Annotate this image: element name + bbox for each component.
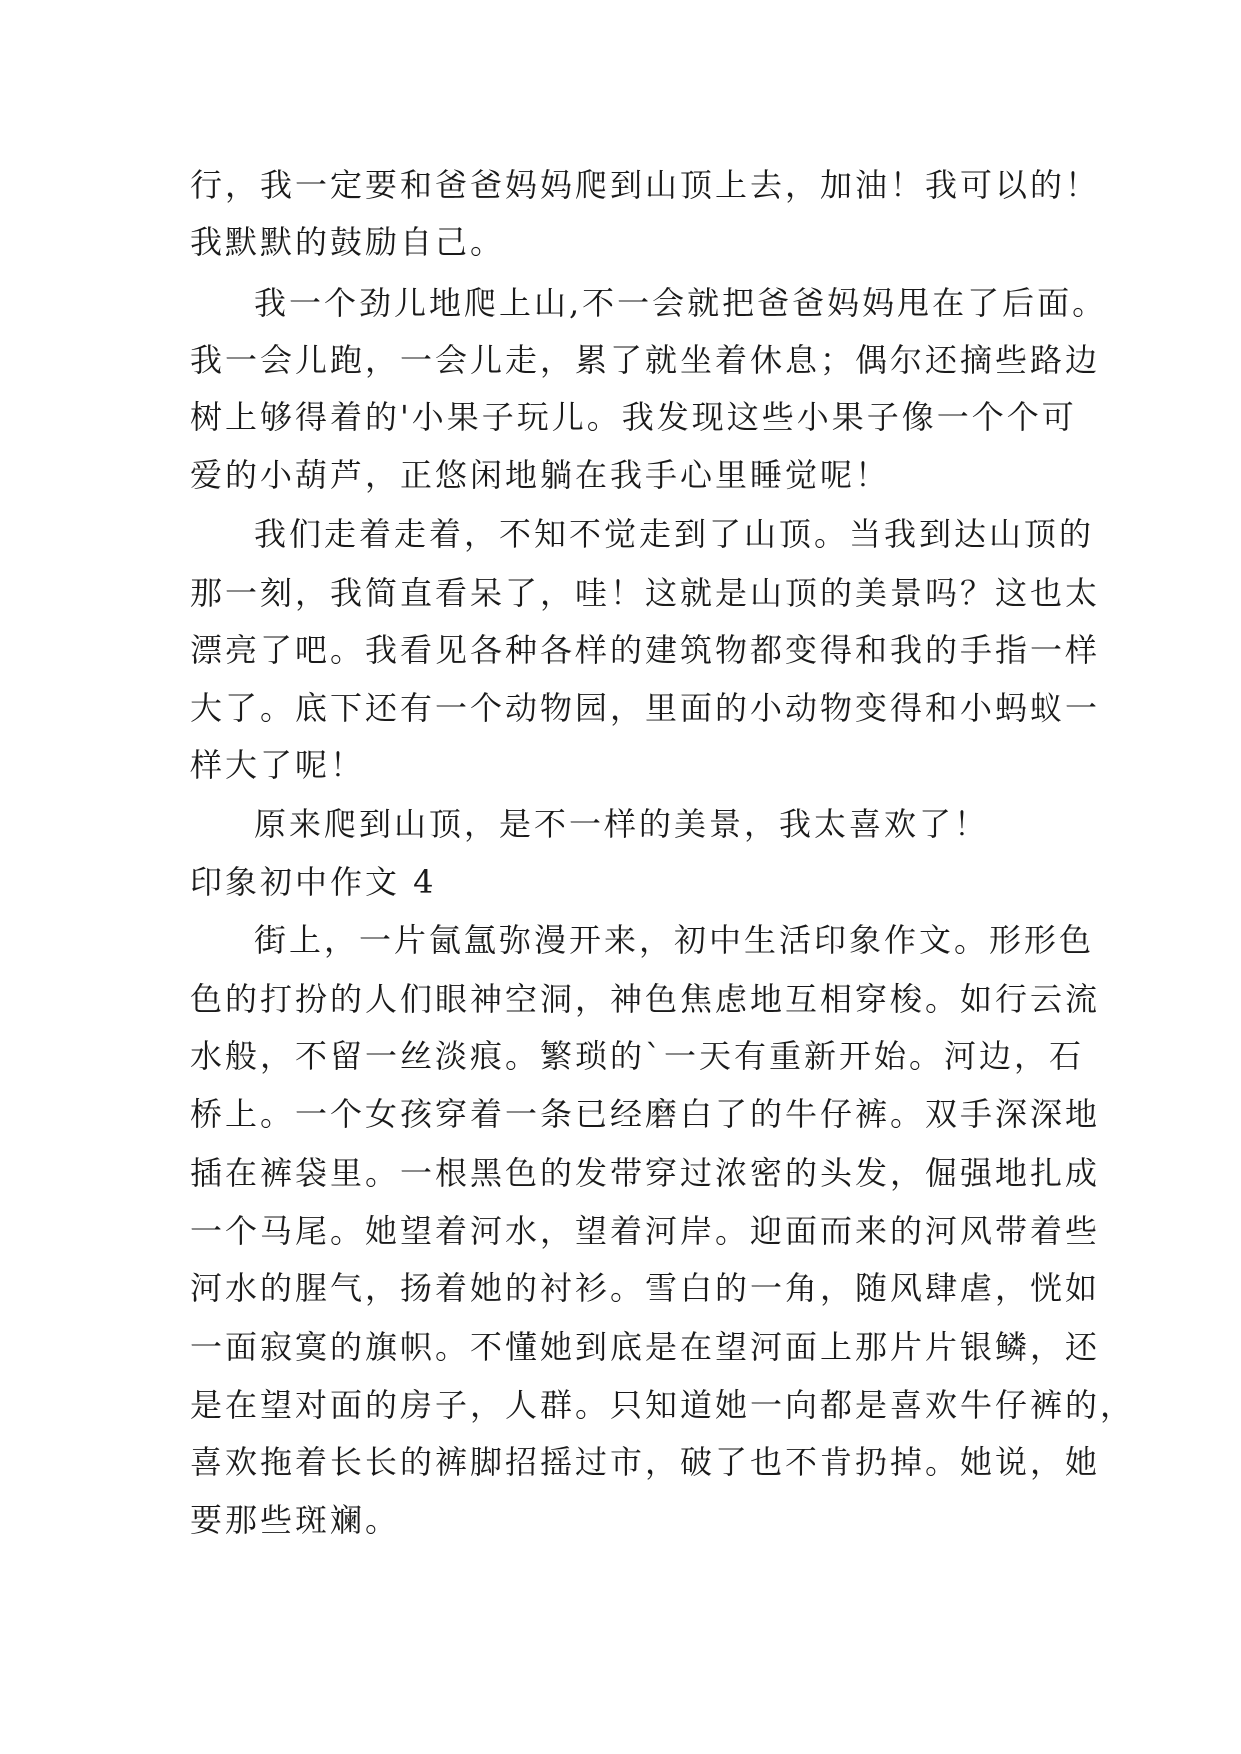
text-line: 要那些斑斓。 (190, 1501, 401, 1539)
text-line: 水般，不留一丝淡痕。繁琐的`一天有重新开始。河边，石 (190, 1037, 1085, 1075)
text-line: 行，我一定要和爸爸妈妈爬到山顶上去，加油！我可以的！ (190, 166, 1101, 204)
text-line: 爱的小葫芦，正悠闲地躺在我手心里睡觉呢！ (190, 456, 891, 494)
text-line: 是在望对面的房子，人群。只知道她一向都是喜欢牛仔裤的， (190, 1386, 1136, 1424)
text-line: 河水的腥气，扬着她的衬衫。雪白的一角，随风肆虐，恍如 (190, 1269, 1101, 1307)
text-line: 插在裤袋里。一根黑色的发带穿过浓密的头发，倔强地扎成 (190, 1154, 1101, 1192)
text-line: 样大了呢！ (190, 746, 366, 784)
text-line: 大了。底下还有一个动物园，里面的小动物变得和小蚂蚁一 (190, 689, 1101, 727)
text-line: 我默默的鼓励自己。 (190, 223, 506, 261)
text-line: 色的打扮的人们眼神空洞，神色焦虑地互相穿梭。如行云流 (190, 980, 1101, 1018)
paragraph-first-line: 街上，一片氤氲弥漫开来，初中生活印象作文。形形色 (254, 921, 1095, 959)
paragraph-first-line: 我一个劲儿地爬上山,不一会就把爸爸妈妈甩在了后面。 (254, 284, 1108, 322)
text-line: 一个马尾。她望着河水，望着河岸。迎面而来的河风带着些 (190, 1212, 1101, 1250)
text-line: 漂亮了吧。我看见各种各样的建筑物都变得和我的手指一样 (190, 631, 1101, 669)
text-line: 我一会儿跑，一会儿走，累了就坐着休息；偶尔还摘些路边 (190, 341, 1101, 379)
text-line: 那一刻，我简直看呆了，哇！这就是山顶的美景吗？这也太 (190, 574, 1101, 612)
section-heading: 印象初中作文 4 (190, 863, 437, 901)
paragraph-first-line: 原来爬到山顶，是不一样的美景，我太喜欢了！ (254, 805, 990, 843)
text-line: 桥上。一个女孩穿着一条已经磨白了的牛仔裤。双手深深地 (190, 1095, 1101, 1133)
text-line: 喜欢拖着长长的裤脚招摇过市，破了也不肯扔掉。她说，她 (190, 1443, 1101, 1481)
paragraph-first-line: 我们走着走着，不知不觉走到了山顶。当我到达山顶的 (254, 515, 1095, 553)
text-line: 树上够得着的'小果子玩儿。我发现这些小果子像一个个可 (190, 398, 1077, 436)
text-line: 一面寂寞的旗帜。不懂她到底是在望河面上那片片银鳞，还 (190, 1328, 1101, 1366)
